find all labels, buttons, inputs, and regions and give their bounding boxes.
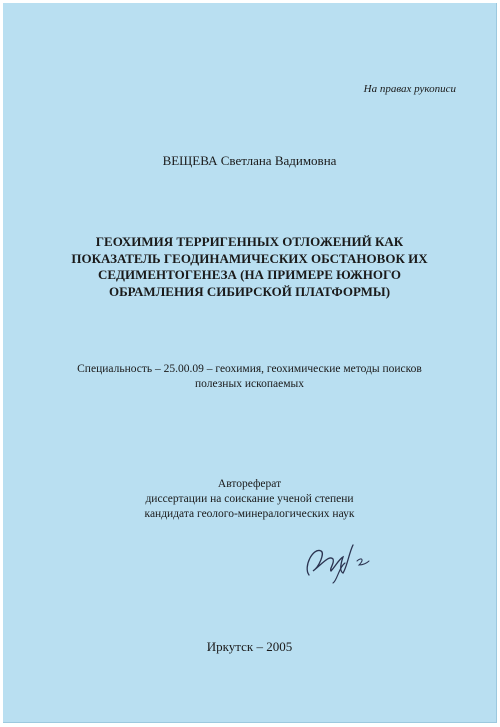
- title-line: ГЕОХИМИЯ ТЕРРИГЕННЫХ ОТЛОЖЕНИЙ КАК: [95, 234, 404, 249]
- specialty-text: [23, 362, 476, 392]
- specialty-line: Специальность – 25.00.09 – геохимия, геохимические методы поисков: [77, 363, 422, 375]
- abstract-line: кандидата геолого-минералогических наук: [144, 508, 355, 520]
- title-line: ОБРАМЛЕНИЯ СИБИРСКОЙ ПЛАТФОРМЫ): [108, 283, 391, 299]
- title-line: СЕДИМЕНТОГЕНЕЗА (НА ПРИМЕРЕ ЮЖНОГО: [97, 267, 402, 282]
- dissertation-title: [43, 234, 456, 300]
- handwritten-signature: [295, 537, 375, 587]
- abstract-description: [3, 477, 496, 522]
- author-name: ВЕЩЕВА Светлана Вадимовна: [162, 153, 337, 168]
- place-and-year: Иркутск – 2005: [206, 639, 293, 654]
- title-line: ПОКАЗАТЕЛЬ ГЕОДИНАМИЧЕСКИХ ОБСТАНОВОК ИХ: [71, 250, 428, 266]
- abstract-line: диссертации на соискание ученой степени: [145, 493, 354, 505]
- manuscript-rights-label: На правах рукописи: [363, 83, 456, 95]
- document-page: [3, 3, 497, 723]
- abstract-line: Автореферат: [217, 478, 282, 490]
- specialty-line: полезных ископаемых: [195, 378, 304, 390]
